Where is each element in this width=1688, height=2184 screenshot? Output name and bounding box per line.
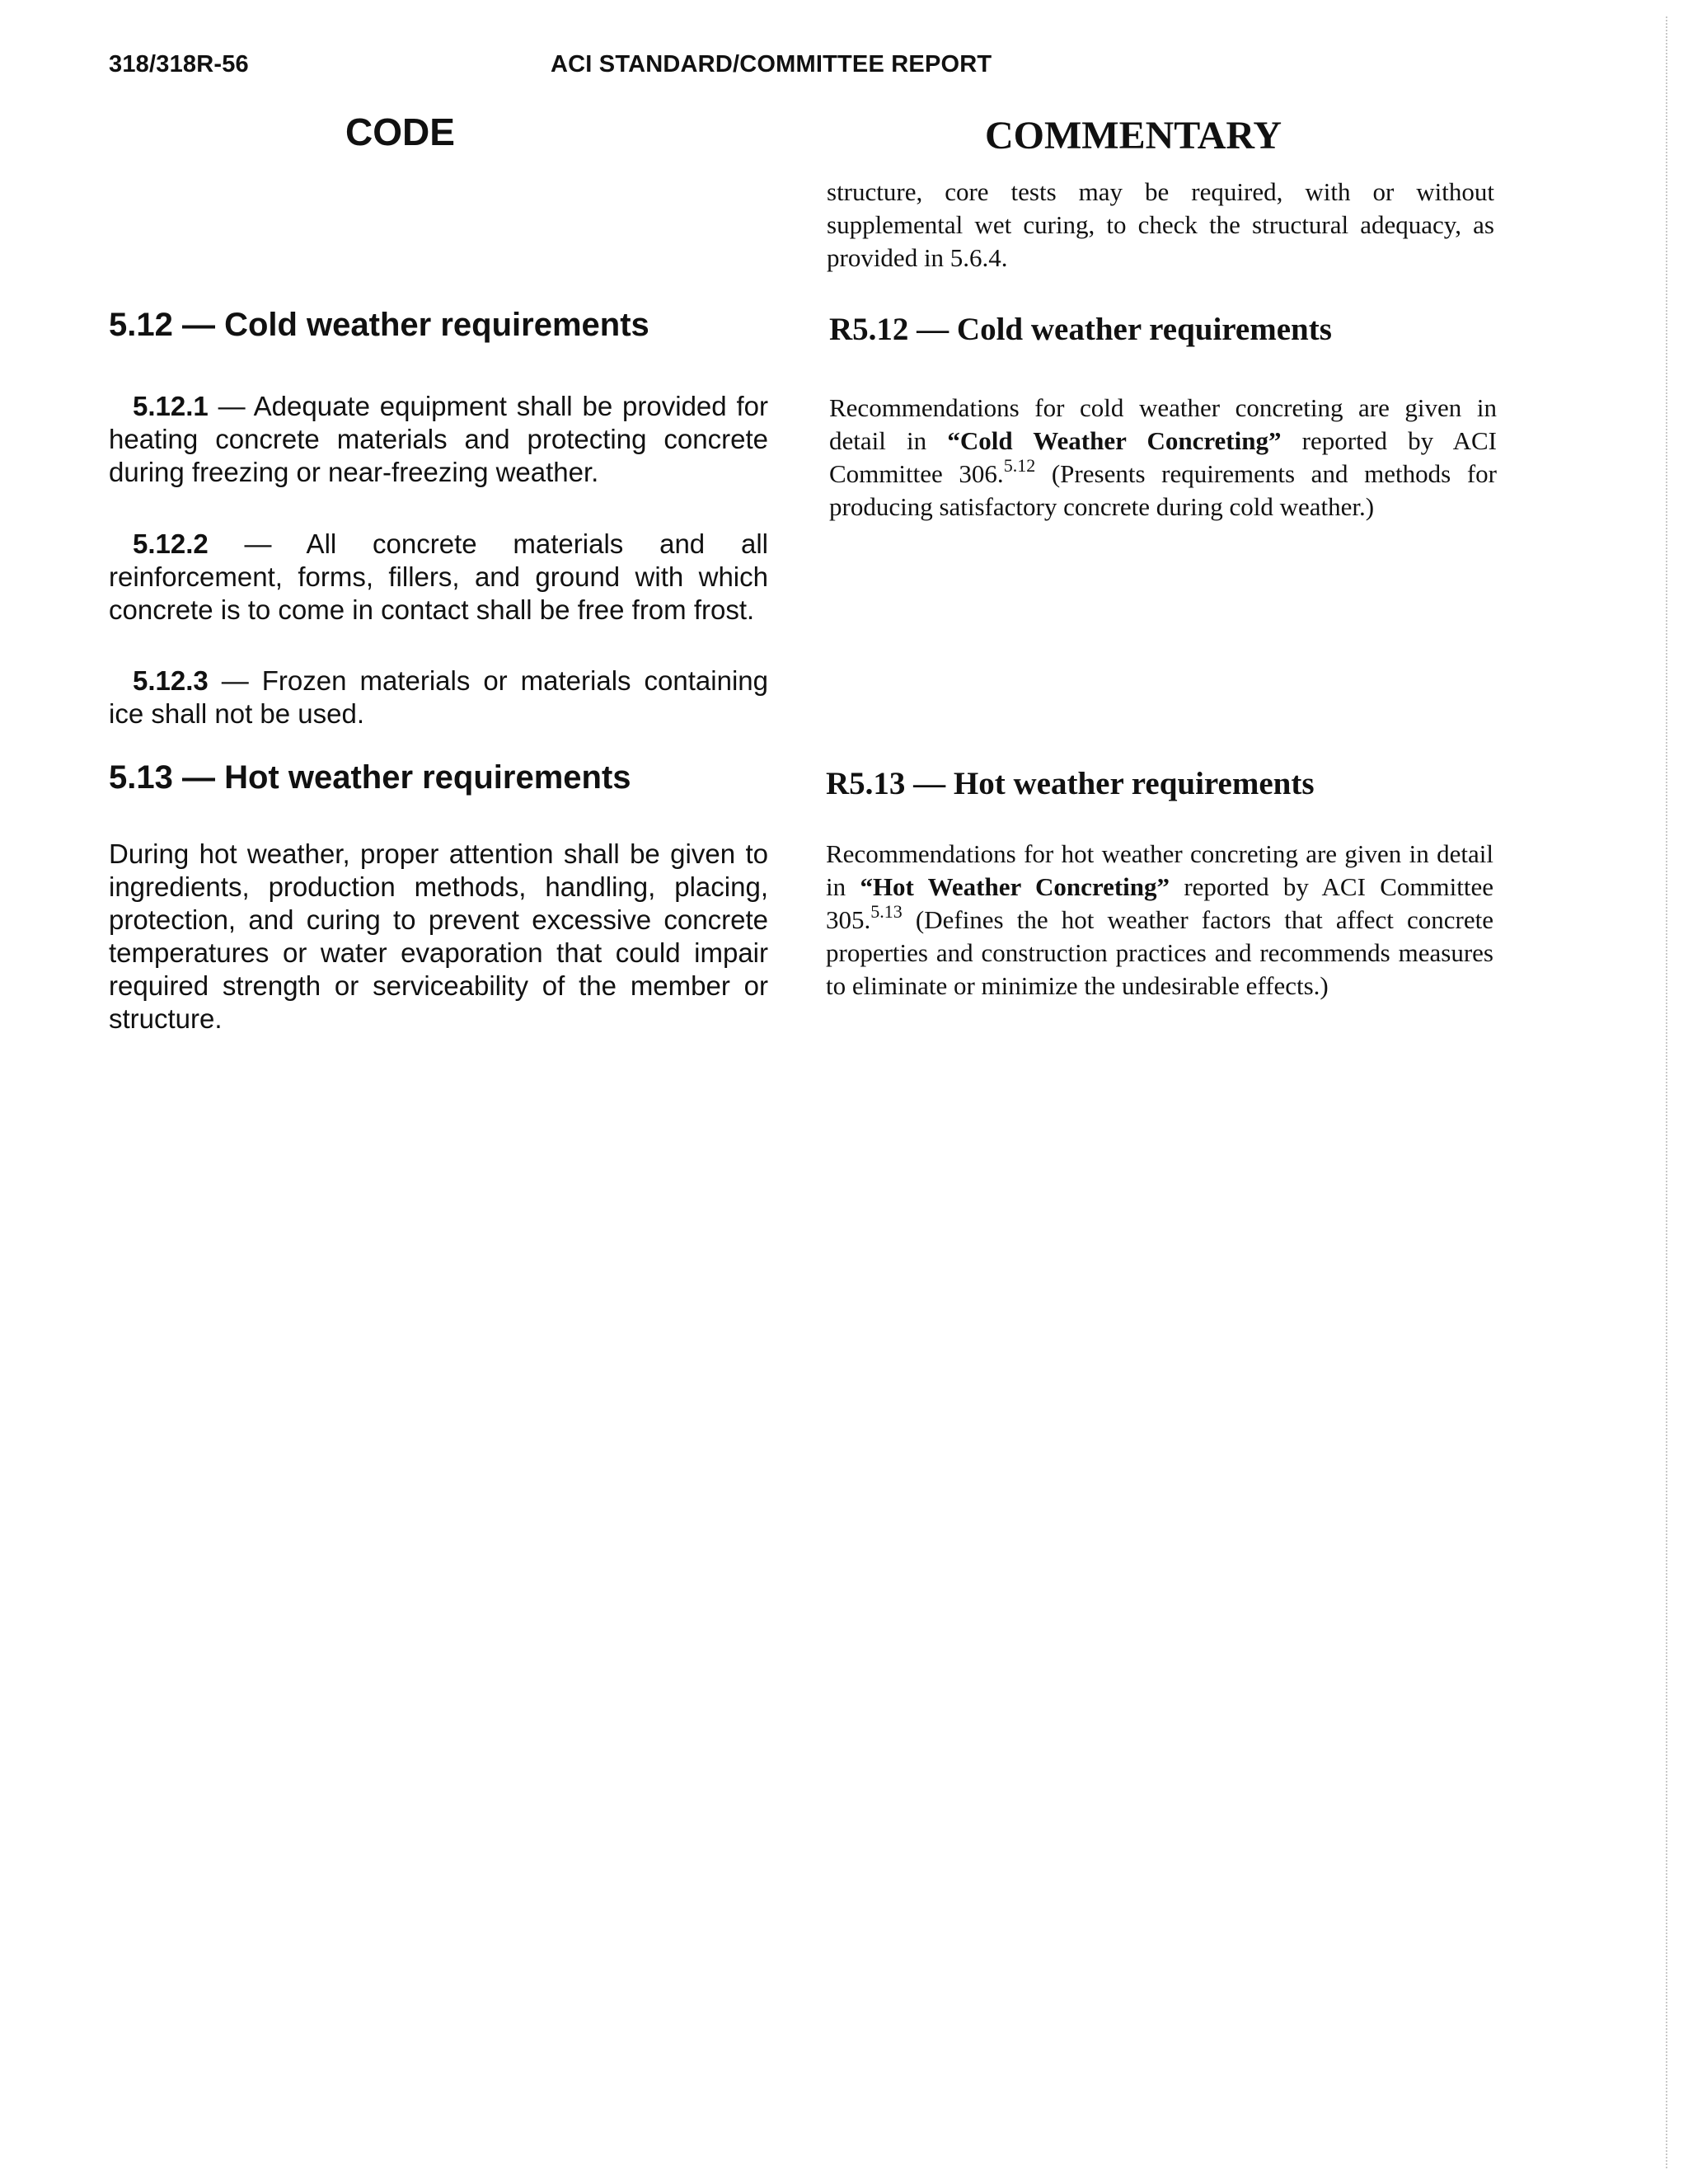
section-5-12-heading: 5.12 — Cold weather requirements xyxy=(109,307,649,343)
text-run: reported by ACI Committee 305. xyxy=(826,872,1493,934)
document-title: “Hot Weather Concreting” xyxy=(860,872,1170,901)
clause-5-12-1 xyxy=(109,390,768,489)
scan-edge-line xyxy=(1666,16,1667,2168)
clause-number: 5.12.1 xyxy=(133,391,209,421)
page-number: 318/318R-56 xyxy=(109,51,249,77)
text-run: Recommendations for hot weather concreting are given in detail in xyxy=(826,839,1493,901)
text-run: (Presents requirements and methods for producing satisfactory concrete during cold weather.) xyxy=(829,459,1497,521)
reference-superscript: 5.12 xyxy=(1003,454,1036,476)
clause-text: — Frozen materials or materials containing ice shall not be used. xyxy=(109,665,768,729)
text-run: Recommendations for cold weather concreting are given in detail in xyxy=(829,393,1497,455)
code-column-heading: CODE xyxy=(345,110,455,153)
commentary-column-heading: COMMENTARY xyxy=(985,114,1282,157)
running-head: ACI STANDARD/COMMITTEE REPORT xyxy=(551,51,992,77)
text-run: reported by ACI Committee 306. xyxy=(829,426,1497,488)
clause-5-13-text: During hot weather, proper attention shall be given to ingredients, production methods, handling, placing, protection, and curing to prevent excessive concrete temperatures or water evaporation that could impair required strength or serviceability of the member or structure. xyxy=(109,838,768,1034)
commentary-continuation: structure, core tests may be required, with or without supplemental wet curing, to check the structural adequacy, as provided in 5.6.4. xyxy=(827,177,1494,272)
section-r5-12-heading: R5.12 — Cold weather requirements xyxy=(829,312,1332,347)
clause-number: 5.12.3 xyxy=(133,665,209,696)
clause-5-12-2 xyxy=(109,528,768,627)
clause-text: — All concrete materials and all reinforcement, forms, fillers, and ground with which concrete is to come in contact shall be free from frost. xyxy=(109,528,768,625)
clause-text: — Adequate equipment shall be provided for heating concrete materials and protecting concrete during freezing or near-freezing weather. xyxy=(109,391,768,487)
document-title: “Cold Weather Concreting” xyxy=(947,426,1282,455)
clause-number: 5.12.2 xyxy=(133,528,209,559)
commentary-r5-12-text xyxy=(829,392,1497,524)
commentary-r5-13-text xyxy=(826,838,1493,1003)
clause-5-12-3 xyxy=(109,665,768,730)
section-r5-13-heading: R5.13 — Hot weather requirements xyxy=(826,766,1315,801)
section-5-13-heading: 5.13 — Hot weather requirements xyxy=(109,759,631,796)
reference-superscript: 5.13 xyxy=(870,900,903,922)
text-run: (Defines the hot weather factors that affect concrete properties and construction practices and recommends measures to eliminate or minimize the undesirable effects.) xyxy=(826,905,1493,1000)
